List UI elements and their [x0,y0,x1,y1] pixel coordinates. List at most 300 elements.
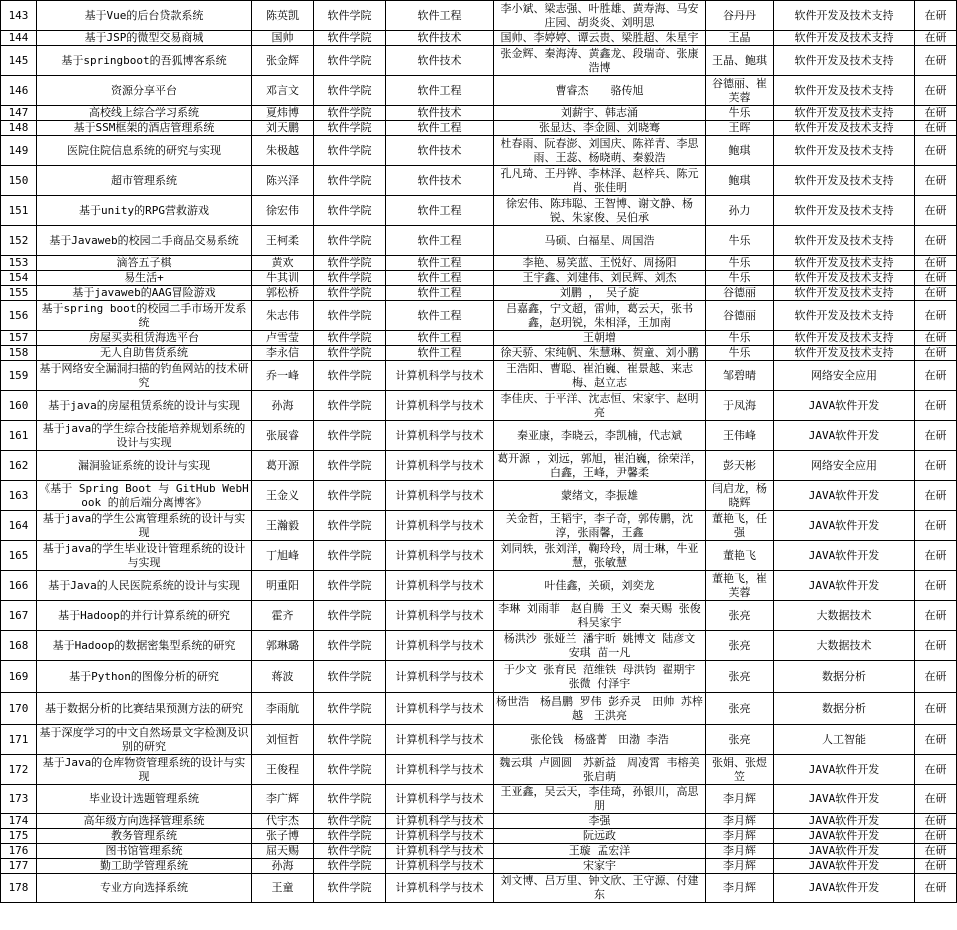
project-title-cell: 基于javaweb的AAG冒险游戏 [37,286,252,301]
status-cell: 在研 [915,346,957,361]
table-row [1,859,957,874]
row-number-cell: 160 [1,391,37,421]
status-cell: 在研 [915,829,957,844]
advisor-cell: 李月辉 [706,874,774,903]
row-number-cell: 170 [1,693,37,725]
major-cell: 软件工程 [386,76,494,106]
row-number-cell: 146 [1,76,37,106]
table-row [1,391,957,421]
members-cell: 徐天骄、宋纯帆、朱慧琳、贺童、刘小鹏 [494,346,706,361]
major-cell: 软件技术 [386,106,494,121]
status-cell: 在研 [915,451,957,481]
direction-cell: 软件开发及技术支持 [774,346,915,361]
college-cell: 软件学院 [314,301,386,331]
advisor-cell: 邹碧晴 [706,361,774,391]
project-title-cell: 基于Java的人民医院系统的设计与实现 [37,571,252,601]
advisor-cell: 谷德丽、崔芙蓉 [706,76,774,106]
status-cell: 在研 [915,874,957,903]
status-cell: 在研 [915,136,957,166]
status-cell: 在研 [915,121,957,136]
direction-cell: JAVA软件开发 [774,859,915,874]
table-row [1,31,957,46]
major-cell: 软件技术 [386,46,494,76]
members-cell: 吕嘉鑫，宁文超，雷帅，葛云天，张书鑫，赵玥锐，朱相泽，王加南 [494,301,706,331]
direction-cell: 数据分析 [774,693,915,725]
members-cell: 李琳 刘雨菲 赵自腾 王义 秦天赐 张俊科吴家宇 [494,601,706,631]
project-title-cell: 基于java的学生毕业设计管理系统的设计与实现 [37,541,252,571]
major-cell: 计算机科学与技术 [386,481,494,511]
project-title-cell: 基于网络安全漏洞扫描的钓鱼网站的技术研究 [37,361,252,391]
table-row [1,166,957,196]
leader-cell: 丁旭峰 [252,541,314,571]
direction-cell: 软件开发及技术支持 [774,301,915,331]
members-cell: 刘文博、吕万里、钟文欣、王守源、付建东 [494,874,706,903]
college-cell: 软件学院 [314,361,386,391]
members-cell: 李强 [494,814,706,829]
members-cell: 刘鹏 ， 吴子旋 [494,286,706,301]
row-number-cell: 148 [1,121,37,136]
college-cell: 软件学院 [314,511,386,541]
major-cell: 软件工程 [386,286,494,301]
project-title-cell: 基于SSM框架的酒店管理系统 [37,121,252,136]
members-cell: 王浩阳、曹聪、崔泊巍、崔景越、来志梅、赵立志 [494,361,706,391]
members-cell: 宋家宇 [494,859,706,874]
row-number-cell: 166 [1,571,37,601]
project-title-cell: 基于Hadoop的数据密集型系统的研究 [37,631,252,661]
status-cell: 在研 [915,511,957,541]
status-cell: 在研 [915,31,957,46]
row-number-cell: 147 [1,106,37,121]
status-cell: 在研 [915,725,957,755]
row-number-cell: 155 [1,286,37,301]
direction-cell: 软件开发及技术支持 [774,1,915,31]
table-row [1,271,957,286]
members-cell: 葛开源 ，刘远，郭旭，崔泊巍，徐荣洋，白鑫，王峰，尹馨柔 [494,451,706,481]
major-cell: 软件工程 [386,256,494,271]
leader-cell: 黄欢 [252,256,314,271]
major-cell: 软件工程 [386,271,494,286]
direction-cell: JAVA软件开发 [774,785,915,814]
members-cell: 徐宏伟、陈玮聪、王智博、谢文静、杨锐、朱家俊、吴伯承 [494,196,706,226]
advisor-cell: 张亮 [706,601,774,631]
status-cell: 在研 [915,601,957,631]
table-row [1,785,957,814]
leader-cell: 乔一峰 [252,361,314,391]
direction-cell: 软件开发及技术支持 [774,166,915,196]
table-row [1,121,957,136]
project-title-cell: 基于数据分析的比赛结果预测方法的研究 [37,693,252,725]
project-title-cell: 基于springboot的吾狐博客系统 [37,46,252,76]
status-cell: 在研 [915,421,957,451]
advisor-cell: 张亮 [706,631,774,661]
direction-cell: JAVA软件开发 [774,421,915,451]
direction-cell: 软件开发及技术支持 [774,286,915,301]
row-number-cell: 175 [1,829,37,844]
college-cell: 软件学院 [314,226,386,256]
major-cell: 计算机科学与技术 [386,631,494,661]
row-number-cell: 143 [1,1,37,31]
leader-cell: 卢雪莹 [252,331,314,346]
row-number-cell: 154 [1,271,37,286]
major-cell: 计算机科学与技术 [386,693,494,725]
project-title-cell: 资源分享平台 [37,76,252,106]
table-row [1,331,957,346]
major-cell: 软件工程 [386,226,494,256]
college-cell: 软件学院 [314,631,386,661]
row-number-cell: 178 [1,874,37,903]
leader-cell: 朱志伟 [252,301,314,331]
table-row [1,844,957,859]
status-cell: 在研 [915,1,957,31]
advisor-cell: 张亮 [706,693,774,725]
project-title-cell: 基于Java的仓库物资管理系统的设计与实现 [37,755,252,785]
advisor-cell: 张亮 [706,725,774,755]
leader-cell: 陈英凯 [252,1,314,31]
table-row [1,725,957,755]
members-cell: 于少文 张育民 范维铁 母洪钧 翟期宇 张微 付泽宇 [494,661,706,693]
college-cell: 软件学院 [314,481,386,511]
table-row [1,829,957,844]
status-cell: 在研 [915,541,957,571]
members-cell: 蒙绪文，李振雄 [494,481,706,511]
project-title-cell: 基于java的房屋租赁系统的设计与实现 [37,391,252,421]
advisor-cell: 董艳飞，崔芙蓉 [706,571,774,601]
row-number-cell: 167 [1,601,37,631]
leader-cell: 李广辉 [252,785,314,814]
status-cell: 在研 [915,76,957,106]
major-cell: 计算机科学与技术 [386,451,494,481]
project-title-cell: 基于Javaweb的校园二手商品交易系统 [37,226,252,256]
leader-cell: 孙海 [252,391,314,421]
members-cell: 阮远政 [494,829,706,844]
advisor-cell: 孙力 [706,196,774,226]
row-number-cell: 177 [1,859,37,874]
college-cell: 软件学院 [314,121,386,136]
row-number-cell: 176 [1,844,37,859]
table-row [1,76,957,106]
major-cell: 计算机科学与技术 [386,844,494,859]
row-number-cell: 162 [1,451,37,481]
row-number-cell: 157 [1,331,37,346]
row-number-cell: 151 [1,196,37,226]
advisor-cell: 牛乐 [706,256,774,271]
project-title-cell: 漏洞验证系统的设计与实现 [37,451,252,481]
table-row [1,571,957,601]
members-cell: 张伦钱 杨盛菁 田渤 李浩 [494,725,706,755]
advisor-cell: 董艳飞，任强 [706,511,774,541]
leader-cell: 邓言文 [252,76,314,106]
advisor-cell: 李月辉 [706,814,774,829]
direction-cell: 软件开发及技术支持 [774,121,915,136]
project-title-cell: 基于Hadoop的并行计算系统的研究 [37,601,252,631]
college-cell: 软件学院 [314,256,386,271]
direction-cell: JAVA软件开发 [774,844,915,859]
table-row [1,301,957,331]
project-title-cell: 基于unity的RPG营救游戏 [37,196,252,226]
college-cell: 软件学院 [314,76,386,106]
row-number-cell: 150 [1,166,37,196]
leader-cell: 李永信 [252,346,314,361]
row-number-cell: 164 [1,511,37,541]
leader-cell: 刘恒哲 [252,725,314,755]
major-cell: 计算机科学与技术 [386,814,494,829]
advisor-cell: 李月辉 [706,844,774,859]
advisor-cell: 张亮 [706,661,774,693]
row-number-cell: 158 [1,346,37,361]
members-cell: 张显达、李金圆、刘晓骞 [494,121,706,136]
table-row [1,136,957,166]
college-cell: 软件学院 [314,391,386,421]
status-cell: 在研 [915,331,957,346]
direction-cell: JAVA软件开发 [774,511,915,541]
college-cell: 软件学院 [314,601,386,631]
members-cell: 王宇鑫、刘建伟、刘民辉、刘杰 [494,271,706,286]
leader-cell: 王俊程 [252,755,314,785]
row-number-cell: 174 [1,814,37,829]
leader-cell: 王瀚毅 [252,511,314,541]
college-cell: 软件学院 [314,271,386,286]
project-title-cell: 教务管理系统 [37,829,252,844]
row-number-cell: 161 [1,421,37,451]
members-cell: 李小斌、梁志强、叶胜雄、黄寿海、马安庄园、胡炎炎、刘明思 [494,1,706,31]
leader-cell: 明重阳 [252,571,314,601]
college-cell: 软件学院 [314,286,386,301]
direction-cell: 软件开发及技术支持 [774,106,915,121]
status-cell: 在研 [915,271,957,286]
direction-cell: 软件开发及技术支持 [774,196,915,226]
leader-cell: 代宇杰 [252,814,314,829]
advisor-cell: 牛乐 [706,271,774,286]
major-cell: 软件工程 [386,1,494,31]
direction-cell: JAVA软件开发 [774,755,915,785]
major-cell: 软件工程 [386,346,494,361]
college-cell: 软件学院 [314,166,386,196]
status-cell: 在研 [915,286,957,301]
table-row [1,196,957,226]
leader-cell: 霍齐 [252,601,314,631]
status-cell: 在研 [915,814,957,829]
direction-cell: 人工智能 [774,725,915,755]
project-title-cell: 超市管理系统 [37,166,252,196]
project-title-cell: 医院住院信息系统的研究与实现 [37,136,252,166]
status-cell: 在研 [915,106,957,121]
project-title-cell: 基于spring boot的校园二手市场开发系统 [37,301,252,331]
members-cell: 魏云琪 卢圆圆 苏新益 周凌霄 韦榕美 张启萌 [494,755,706,785]
direction-cell: 软件开发及技术支持 [774,331,915,346]
college-cell: 软件学院 [314,693,386,725]
college-cell: 软件学院 [314,1,386,31]
major-cell: 计算机科学与技术 [386,571,494,601]
members-cell: 秦亚康，李晓云，李凯楠，代志斌 [494,421,706,451]
project-title-cell: 专业方向选择系统 [37,874,252,903]
row-number-cell: 169 [1,661,37,693]
row-number-cell: 159 [1,361,37,391]
project-title-cell: 高年级方向选择管理系统 [37,814,252,829]
college-cell: 软件学院 [314,106,386,121]
major-cell: 软件技术 [386,166,494,196]
college-cell: 软件学院 [314,859,386,874]
college-cell: 软件学院 [314,725,386,755]
members-cell: 刘同轶，张刘洋，鞠玲玲，周士琳，牛亚慧，张敏慧 [494,541,706,571]
advisor-cell: 李月辉 [706,785,774,814]
row-number-cell: 168 [1,631,37,661]
leader-cell: 王金义 [252,481,314,511]
project-title-cell: 基于JSP的微型交易商城 [37,31,252,46]
direction-cell: 软件开发及技术支持 [774,76,915,106]
advisor-cell: 于凤海 [706,391,774,421]
advisor-cell: 谷德丽 [706,286,774,301]
direction-cell: 软件开发及技术支持 [774,226,915,256]
table-row [1,631,957,661]
project-title-cell: 无人自助售货系统 [37,346,252,361]
major-cell: 计算机科学与技术 [386,859,494,874]
college-cell: 软件学院 [314,196,386,226]
table-row [1,661,957,693]
row-number-cell: 163 [1,481,37,511]
college-cell: 软件学院 [314,346,386,361]
table-row [1,541,957,571]
leader-cell: 陈兴泽 [252,166,314,196]
leader-cell: 屈天赐 [252,844,314,859]
college-cell: 软件学院 [314,874,386,903]
leader-cell: 李雨航 [252,693,314,725]
major-cell: 计算机科学与技术 [386,361,494,391]
project-title-cell: 图书馆管理系统 [37,844,252,859]
project-title-cell: 基于java的学生公寓管理系统的设计与实现 [37,511,252,541]
college-cell: 软件学院 [314,785,386,814]
leader-cell: 张展睿 [252,421,314,451]
direction-cell: 软件开发及技术支持 [774,136,915,166]
row-number-cell: 153 [1,256,37,271]
status-cell: 在研 [915,844,957,859]
table-row [1,511,957,541]
leader-cell: 牛其训 [252,271,314,286]
direction-cell: 软件开发及技术支持 [774,271,915,286]
major-cell: 软件工程 [386,301,494,331]
advisor-cell: 李月辉 [706,829,774,844]
direction-cell: JAVA软件开发 [774,391,915,421]
advisor-cell: 王晶、鲍琪 [706,46,774,76]
members-cell: 张金辉、秦海涛、黄鑫龙、段瑞奇、张康浩博 [494,46,706,76]
leader-cell: 张子博 [252,829,314,844]
advisor-cell: 王伟峰 [706,421,774,451]
leader-cell: 王童 [252,874,314,903]
leader-cell: 葛开源 [252,451,314,481]
members-cell: 王亚鑫，吴云天，李佳琦，孙银川，高思朋 [494,785,706,814]
direction-cell: 软件开发及技术支持 [774,256,915,271]
advisor-cell: 牛乐 [706,106,774,121]
leader-cell: 张金辉 [252,46,314,76]
status-cell: 在研 [915,571,957,601]
project-title-cell: 滴答五子棋 [37,256,252,271]
table-row [1,346,957,361]
table-row [1,46,957,76]
direction-cell: 软件开发及技术支持 [774,46,915,76]
status-cell: 在研 [915,481,957,511]
major-cell: 计算机科学与技术 [386,661,494,693]
members-cell: 叶佳鑫，关硕，刘奕龙 [494,571,706,601]
row-number-cell: 144 [1,31,37,46]
project-title-cell: 勤工助学管理系统 [37,859,252,874]
advisor-cell: 王晖 [706,121,774,136]
row-number-cell: 173 [1,785,37,814]
status-cell: 在研 [915,256,957,271]
status-cell: 在研 [915,785,957,814]
members-cell: 杨世浩 杨昌鹏 罗伟 彭乔灵 田帅 苏梓越 王洪亮 [494,693,706,725]
table-row [1,451,957,481]
members-cell: 关金哲，王韬宇，李子奇，郭传鹏，沈淳，张雨馨，王鑫 [494,511,706,541]
table-row [1,286,957,301]
college-cell: 软件学院 [314,829,386,844]
table-row [1,601,957,631]
advisor-cell: 谷丹丹 [706,1,774,31]
table-row [1,693,957,725]
table-body [1,1,957,903]
direction-cell: JAVA软件开发 [774,814,915,829]
leader-cell: 蒋波 [252,661,314,693]
advisor-cell: 牛乐 [706,331,774,346]
college-cell: 软件学院 [314,451,386,481]
advisor-cell: 李月辉 [706,859,774,874]
advisor-cell: 牛乐 [706,226,774,256]
project-title-cell: 高校线上综合学习系统 [37,106,252,121]
major-cell: 软件工程 [386,196,494,226]
table-row [1,256,957,271]
row-number-cell: 172 [1,755,37,785]
table-row [1,226,957,256]
direction-cell: JAVA软件开发 [774,541,915,571]
table-row [1,481,957,511]
members-cell: 国帅、李婷婷、谭云贵、梁胜超、朱星宇 [494,31,706,46]
row-number-cell: 152 [1,226,37,256]
status-cell: 在研 [915,46,957,76]
college-cell: 软件学院 [314,331,386,346]
members-cell: 马硕、白福星、周国浩 [494,226,706,256]
leader-cell: 郭松桥 [252,286,314,301]
direction-cell: JAVA软件开发 [774,829,915,844]
table-row [1,874,957,903]
advisor-cell: 彭天彬 [706,451,774,481]
major-cell: 计算机科学与技术 [386,421,494,451]
members-cell: 杨洪沙 张娅兰 潘宇昕 姚博文 陆彦文 安琪 苗一凡 [494,631,706,661]
members-cell: 杜春雨、阮春澎、刘国庆、陈祥青、李思雨、王蕊、杨晓萌、秦毅浩 [494,136,706,166]
members-cell: 王璇 孟宏洋 [494,844,706,859]
major-cell: 计算机科学与技术 [386,755,494,785]
direction-cell: 网络安全应用 [774,361,915,391]
advisor-cell: 闫启龙，杨晓辉 [706,481,774,511]
leader-cell: 孙海 [252,859,314,874]
project-title-cell: 易生活+ [37,271,252,286]
advisor-cell: 张娟、张煜笠 [706,755,774,785]
table-row [1,106,957,121]
major-cell: 软件工程 [386,121,494,136]
major-cell: 软件技术 [386,31,494,46]
leader-cell: 夏炜博 [252,106,314,121]
advisor-cell: 董艳飞 [706,541,774,571]
project-title-cell: 基于深度学习的中文自然场景文字检测及识别的研究 [37,725,252,755]
major-cell: 计算机科学与技术 [386,874,494,903]
project-title-cell: 房屋买卖租赁海选平台 [37,331,252,346]
project-title-cell: 基于java的学生综合技能培养规划系统的设计与实现 [37,421,252,451]
college-cell: 软件学院 [314,844,386,859]
status-cell: 在研 [915,361,957,391]
project-title-cell: 基于Vue的后台贷款系统 [37,1,252,31]
table-row [1,1,957,31]
table-row [1,361,957,391]
direction-cell: 网络安全应用 [774,451,915,481]
major-cell: 计算机科学与技术 [386,725,494,755]
direction-cell: 数据分析 [774,661,915,693]
